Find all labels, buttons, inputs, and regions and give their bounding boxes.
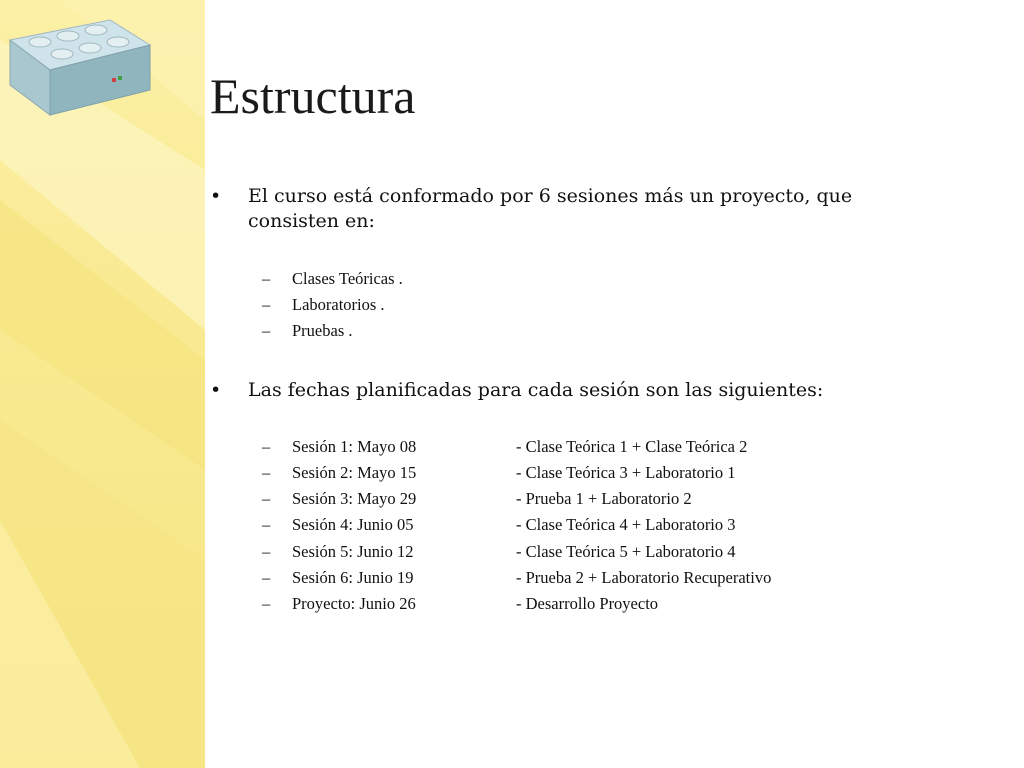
dash-icon: – [262,321,271,340]
schedule-content: - Clase Teórica 1 + Clase Teórica 2 [516,437,748,456]
schedule-session: Sesión 3: Mayo 29 [292,489,417,508]
dash-icon: – [262,269,271,288]
dash-icon: – [262,568,271,587]
schedule-session: Sesión 4: Junio 05 [292,515,414,534]
schedule-session: Sesión 1: Mayo 08 [292,437,417,456]
slide-title: Estructura [210,68,416,124]
list-item-text: Pruebas . [292,321,353,340]
dash-icon: – [262,295,271,314]
bullet-icon: • [210,379,222,401]
bullet-text: El curso está conformado por 6 sesiones más un proyecto, que consisten en: [248,185,853,232]
lego-brick-icon [0,0,160,120]
schedule-content: - Clase Teórica 3 + Laboratorio 1 [516,463,736,482]
bullet-course-structure [210,184,910,234]
list-item-text: Laboratorios . [292,295,385,314]
dash-icon: – [262,515,271,534]
schedule-session: Sesión 5: Junio 12 [292,542,414,561]
schedule-content: - Prueba 1 + Laboratorio 2 [516,489,692,508]
schedule-content: - Clase Teórica 4 + Laboratorio 3 [516,515,736,534]
schedule-session: Sesión 2: Mayo 15 [292,463,417,482]
dash-icon: – [262,594,271,613]
schedule-content: - Desarrollo Proyecto [516,594,659,613]
schedule-content: - Clase Teórica 5 + Laboratorio 4 [516,542,736,561]
schedule-session: Sesión 6: Junio 19 [292,568,414,587]
dash-icon: – [262,489,271,508]
list-item-text: Clases Teóricas . [292,269,403,288]
schedule-content: - Prueba 2 + Laboratorio Recuperativo [516,568,772,587]
dash-icon: – [262,463,271,482]
dash-icon: – [262,437,271,456]
schedule-session: Proyecto: Junio 26 [292,594,416,613]
bullet-icon: • [210,185,222,207]
decorative-side-panel [0,0,205,768]
bullet-text: Las fechas planificadas para cada sesión son las siguientes: [248,379,824,401]
bullet-planned-dates [210,378,910,403]
dash-icon: – [262,542,271,561]
